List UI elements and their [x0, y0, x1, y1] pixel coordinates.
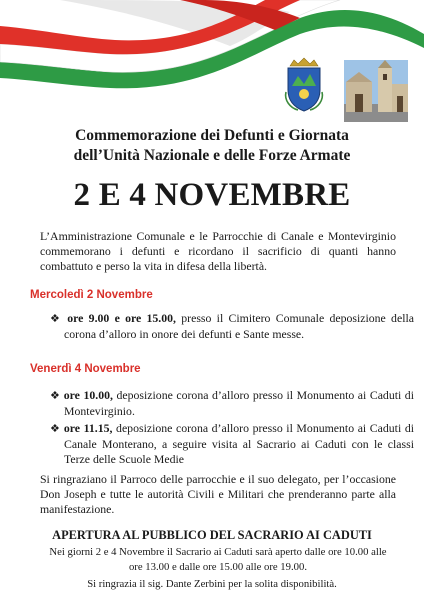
title-line-1: Commemorazione dei Defunti e Giornata	[75, 127, 349, 144]
opening-line-2: ore 13.00 e dalle ore 15.00 alle ore 19.00.	[128, 560, 308, 573]
bullet-icon: ❖	[50, 390, 64, 402]
credit-line: Si ringrazia il sig. Dante Zerbini per la solita disponibilità.	[87, 578, 337, 590]
event-dates-headline: 2 E 4 NOVEMBRE	[73, 177, 351, 213]
event-time: ore 9.00 e ore 15.00,	[67, 311, 176, 325]
title-line-2: dell’Unità Nazionale e delle Forze Armate	[73, 147, 351, 164]
day-label-wednesday: Mercoledì 2 Novembre	[30, 289, 153, 301]
event-description: deposizione corona d’alloro presso il Monumento ai Caduti di Montevirginio.	[64, 388, 414, 419]
event-title	[0, 126, 424, 166]
municipal-coat-of-arms	[282, 56, 326, 112]
bullet-icon: ❖	[50, 313, 68, 325]
event-time: ore 10.00,	[63, 388, 113, 402]
event-time: ore 11.15,	[63, 421, 113, 435]
thanks-paragraph: Si ringraziano il Parroco delle parrocchie e il suo delegato, per l’occasione Don Joseph e tutte le autorità Civili e Militari che prenderanno parte alla manifestazione.	[40, 472, 396, 517]
opening-hours	[40, 545, 396, 574]
intro-paragraph: L’Amministrazione Comunale e le Parrocchie di Canale e Montevirginio commemorano i defunti e ricordano il sacrificio di quanti hanno combattuto e perso la vita in difesa della libertà.	[40, 229, 396, 274]
opening-title: APERTURA AL PUBBLICO DEL SACRARIO AI CADUTI	[52, 528, 372, 542]
event-item	[50, 388, 414, 419]
event-description: presso il Cimitero Comunale deposizione della corona d’alloro in onore dei defunti e Sante messe.	[64, 311, 414, 342]
bullet-icon: ❖	[50, 423, 64, 435]
event-item	[50, 311, 414, 342]
event-description: deposizione corona d’alloro presso il Monumento ai Caduti di Canale Monterano, a seguire visita al Sacrario ai Caduti con le classi Terze delle Scuole Medie	[64, 421, 414, 467]
church-photo	[344, 60, 408, 122]
opening-line-1: Nei giorni 2 e 4 Novembre il Sacrario ai Caduti sarà aperto dalle ore 10.00 alle	[49, 546, 387, 558]
day-label-friday: Venerdì 4 Novembre	[30, 363, 141, 375]
event-item	[50, 421, 414, 468]
